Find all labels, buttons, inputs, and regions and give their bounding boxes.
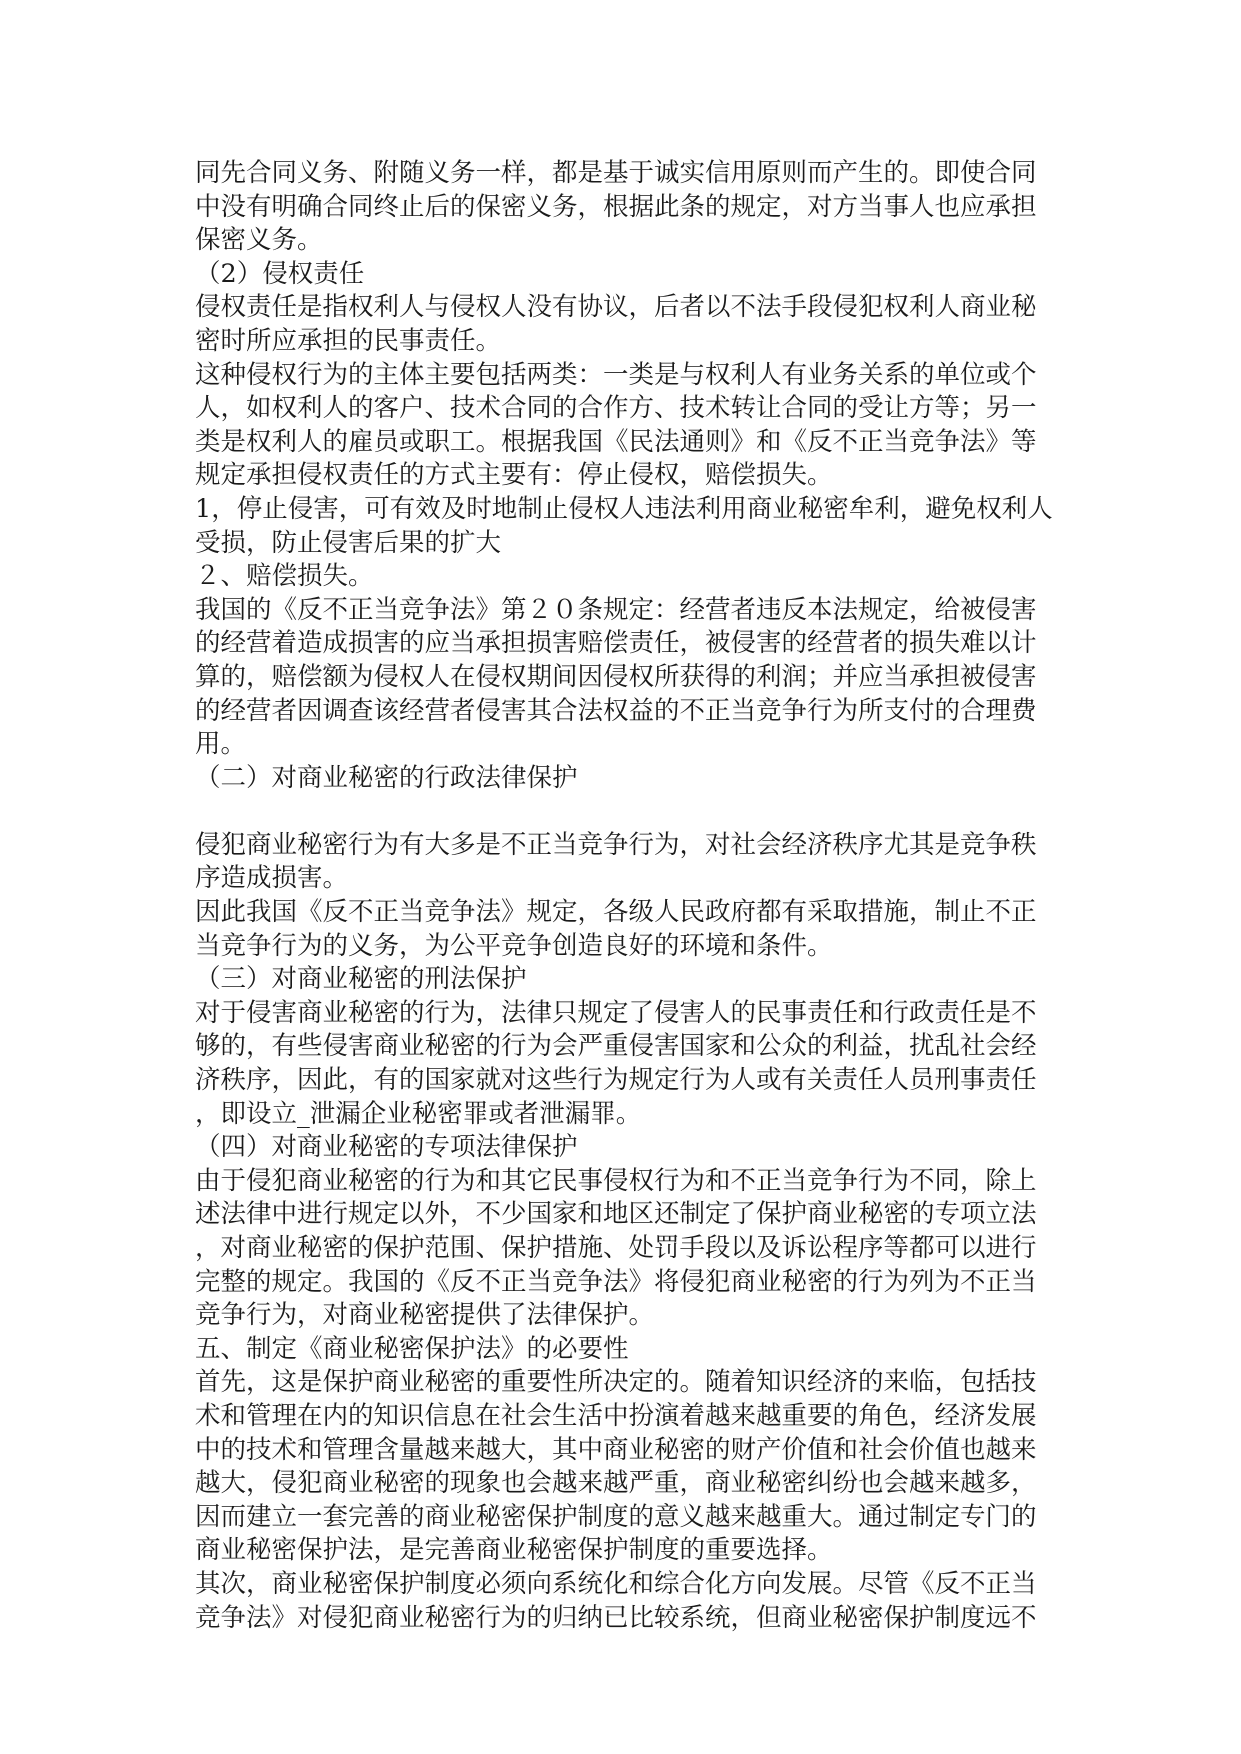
text-line: 竞争法》对侵犯商业秘密行为的归纳已比较系统，但商业秘密保护制度远不 bbox=[195, 1602, 1037, 1633]
text-line: 我国的《反不正当竞争法》第２０条规定：经营者违反本法规定，给被侵害 bbox=[195, 594, 1037, 625]
text-line: 密时所应承担的民事责任。 bbox=[195, 325, 502, 356]
text-line: 述法律中进行规定以外，不少国家和地区还制定了保护商业秘密的专项立法 bbox=[195, 1199, 1037, 1230]
text-line: 的经营着造成损害的应当承担损害赔偿责任，被侵害的经营者的损失难以计 bbox=[195, 628, 1037, 659]
text-line: 中没有明确合同终止后的保密义务，根据此条的规定，对方当事人也应承担 bbox=[195, 191, 1037, 222]
text-line: 这种侵权行为的主体主要包括两类：一类是与权利人有业务关系的单位或个 bbox=[195, 359, 1037, 390]
text-line: 同先合同义务、附随义务一样，都是基于诚实信用原则而产生的。即使合同 bbox=[195, 158, 1037, 188]
text-line: 类是权利人的雇员或职工。根据我国《民法通则》和《反不正当竞争法》等 bbox=[195, 426, 1037, 457]
text-line: 算的，赔偿额为侵权人在侵权期间因侵权所获得的利润；并应当承担被侵害 bbox=[195, 661, 1037, 692]
section-heading: （2）侵权责任 bbox=[195, 258, 365, 289]
text-line: 序造成损害。 bbox=[195, 863, 349, 894]
section-heading: （三）对商业秘密的刑法保护 bbox=[195, 964, 527, 995]
text-line: 保密义务。 bbox=[195, 225, 323, 256]
text-line: 当竞争行为的义务，为公平竞争创造良好的环境和条件。 bbox=[195, 930, 833, 961]
text-line: 竞争行为，对商业秘密提供了法律保护。 bbox=[195, 1300, 655, 1331]
text-line: 商业秘密保护法，是完善商业秘密保护制度的重要选择。 bbox=[195, 1535, 833, 1566]
text-line: 够的，有些侵害商业秘密的行为会严重侵害国家和公众的利益，扰乱社会经 bbox=[195, 1031, 1037, 1062]
document-page bbox=[195, 157, 1075, 1635]
text-line: 因此我国《反不正当竞争法》规定，各级人民政府都有采取措施，制止不正 bbox=[195, 897, 1037, 928]
text-line: 规定承担侵权责任的方式主要有：停止侵权，赔偿损失。 bbox=[195, 460, 833, 491]
text-line: 首先，这是保护商业秘密的重要性所决定的。随着知识经济的来临，包括技 bbox=[195, 1367, 1037, 1398]
text-line: 越大，侵犯商业秘密的现象也会越来越严重，商业秘密纠纷也会越来越多， bbox=[195, 1468, 1037, 1499]
section-heading: 五、制定《商业秘密保护法》的必要性 bbox=[195, 1333, 629, 1364]
text-line: 中的技术和管理含量越来越大，其中商业秘密的财产价值和社会价值也越来 bbox=[195, 1434, 1037, 1465]
text-line: 用。 bbox=[195, 729, 247, 760]
section-heading: （四）对商业秘密的专项法律保护 bbox=[195, 1132, 578, 1163]
text-line: 侵犯商业秘密行为有大多是不正当竞争行为，对社会经济秩序尤其是竞争秩 bbox=[195, 829, 1037, 860]
text-line: 术和管理在内的知识信息在社会生活中扮演着越来越重要的角色，经济发展 bbox=[195, 1400, 1037, 1431]
text-line: ２、赔偿损失。 bbox=[195, 561, 374, 592]
text-line: 对于侵害商业秘密的行为，法律只规定了侵害人的民事责任和行政责任是不 bbox=[195, 997, 1037, 1028]
text-line: 其次，商业秘密保护制度必须向系统化和综合化方向发展。尽管《反不正当 bbox=[195, 1568, 1037, 1599]
section-heading: （二）对商业秘密的行政法律保护 bbox=[195, 762, 578, 793]
text-line: 1，停止侵害，可有效及时地制止侵权人违法利用商业秘密牟利，避免权利人 bbox=[195, 493, 1053, 524]
text-line: 完整的规定。我国的《反不正当竞争法》将侵犯商业秘密的行为列为不正当 bbox=[195, 1266, 1037, 1297]
blank-line bbox=[195, 795, 1075, 829]
text-line: 由于侵犯商业秘密的行为和其它民事侵权行为和不正当竞争行为不同，除上 bbox=[195, 1165, 1037, 1196]
text-line: 济秩序，因此，有的国家就对这些行为规定行为人或有关责任人员刑事责任 bbox=[195, 1065, 1037, 1096]
text-line: 因而建立一套完善的商业秘密保护制度的意义越来越重大。通过制定专门的 bbox=[195, 1501, 1037, 1532]
text-line: 人，如权利人的客户、技术合同的合作方、技术转让合同的受让方等；另一 bbox=[195, 393, 1037, 424]
text-line: 的经营者因调查该经营者侵害其合法权益的不正当竞争行为所支付的合理费 bbox=[195, 695, 1037, 726]
text-line: 受损，防止侵害后果的扩大 bbox=[195, 527, 502, 558]
text-line: ，即设立_泄漏企业秘密罪或者泄漏罪。 bbox=[195, 1098, 642, 1129]
text-line: ，对商业秘密的保护范围、保护措施、处罚手段以及诉讼程序等都可以进行 bbox=[195, 1233, 1037, 1263]
text-line: 侵权责任是指权利人与侵权人没有协议，后者以不法手段侵犯权利人商业秘 bbox=[195, 292, 1037, 323]
